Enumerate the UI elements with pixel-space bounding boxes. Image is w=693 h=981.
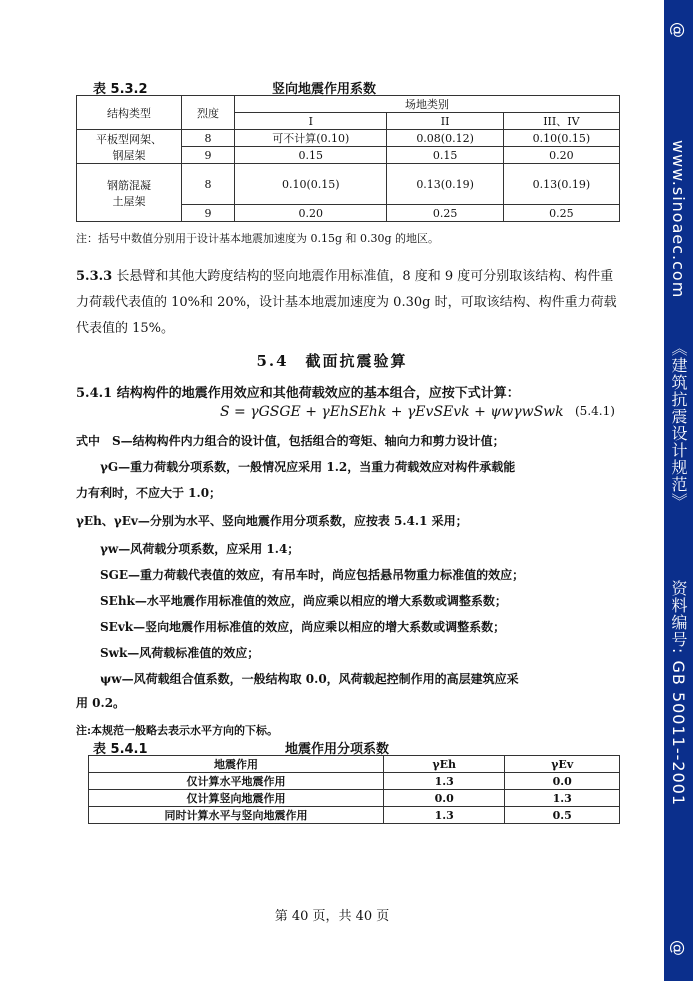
section-541-number: 5.4.1 (76, 386, 113, 401)
table-541 (88, 755, 620, 824)
cell: 0.10(0.15) (503, 130, 619, 147)
table-row (89, 773, 620, 790)
definition-line: γEh、γEv—分别为水平、竖向地震作用分项系数，应按表 5.4.1 采用； (76, 514, 468, 528)
row-label-concrete-truss: 钢筋混凝 土屋架 (77, 164, 182, 222)
header-structure-type: 结构类型 (77, 96, 182, 130)
cell: 8 (182, 130, 235, 147)
cell: 0.15 (235, 147, 387, 164)
definition-line: 用 0.2。 (76, 696, 126, 710)
header-site-category: 场地类别 (235, 96, 620, 113)
table-532-title: 竖向地震作用系数 (272, 82, 377, 97)
definition-line: SGE—重力荷载代表值的效应，有吊车时，尚应包括悬吊物重力标准值的效应； (76, 568, 525, 582)
table-541-number: 表 5.4.1 (93, 742, 148, 757)
cell: 0.5 (505, 807, 620, 824)
table-532-number: 表 5.3.2 (93, 82, 148, 97)
header-site-3: III、IV (503, 113, 619, 130)
definition-line: SEhk—水平地震作用标准值的效应，尚应乘以相应的增大系数或调整系数； (76, 594, 507, 608)
header-site-2: II (387, 113, 503, 130)
document-code: 资料编号: GB 50011--2001 (669, 580, 688, 807)
table-row (89, 807, 620, 824)
cell: 0.25 (387, 205, 503, 222)
cell: 0.20 (235, 205, 387, 222)
cell: 可不计算(0.10) (235, 130, 387, 147)
cell: 9 (182, 205, 235, 222)
header-seismic-action: 地震作用 (89, 756, 384, 773)
formula-541: S = γGSGE + γEhSEhk + γEvSEvk + ψwγwSwk (220, 404, 564, 420)
definition-line: SEvk—竖向地震作用标准值的效应，尚应乘以相应的增大系数或调整系数； (76, 620, 506, 634)
definition-line: 式中 S—结构构件内力组合的设计值，包括组合的弯矩、轴向力和剪力设计值； (76, 434, 505, 448)
cell: 1.3 (384, 807, 505, 824)
row-label-steel-truss: 平板型网架、 钢屋架 (77, 130, 182, 164)
page-footer: 第 40 页，共 40 页 (274, 909, 390, 924)
definition-line: γG—重力荷载分项系数，一般情况应采用 1.2，当重力荷载效应对构件承载能 (76, 460, 516, 474)
table-row (89, 790, 620, 807)
section-541-text: 结构构件的地震作用效应和其他荷载效应的基本组合，应按下式计算： (116, 386, 520, 401)
section-533-text: 长悬臂和其他大跨度结构的竖向地震作用标准值，8 度和 9 度可分别取该结构、构件重力荷载代表值的 10%和 20%，设计基本地震加速度为 0.30g 时，可取该结构、构件重力荷载代表值的 15%。 (76, 269, 617, 336)
definition-line: Swk—风荷载标准值的效应； (76, 646, 260, 660)
cell: 仅计算竖向地震作用 (89, 790, 384, 807)
at-icon-top: @ (669, 22, 688, 39)
sidebar (664, 0, 693, 981)
website-label: www.sinoaec.com (669, 140, 688, 299)
cell: 1.3 (384, 773, 505, 790)
cell: 0.15 (387, 147, 503, 164)
book-title: 《建筑抗震设计规范》 (669, 340, 688, 510)
definition-line: γw—风荷载分项系数，应采用 1.4； (76, 542, 300, 556)
header-site-1: I (235, 113, 387, 130)
section-541-note: 注:本规范一般略去表示水平方向的下标。 (76, 724, 279, 737)
table-row (77, 130, 620, 147)
formula-541-number: (5.4.1) (575, 404, 615, 418)
table-row (77, 164, 620, 205)
section-541-intro (76, 382, 520, 401)
table-541-title: 地震作用分项系数 (285, 742, 390, 757)
cell: 同时计算水平与竖向地震作用 (89, 807, 384, 824)
cell: 0.25 (503, 205, 619, 222)
cell: 0.0 (505, 773, 620, 790)
cell: 9 (182, 147, 235, 164)
table-532-note: 注：括号中数值分别用于设计基本地震加速度为 0.15g 和 0.30g 的地区。 (76, 232, 440, 245)
definition-line: ψw—风荷载组合值系数，一般结构取 0.0，风荷载起控制作用的高层建筑应采 (76, 672, 519, 686)
at-icon-bottom: @ (669, 940, 688, 957)
cell: 0.10(0.15) (235, 164, 387, 205)
cell: 0.13(0.19) (387, 164, 503, 205)
header-gamma-ev: γEv (505, 756, 620, 773)
cell: 0.20 (503, 147, 619, 164)
cell: 仅计算水平地震作用 (89, 773, 384, 790)
header-intensity: 烈度 (182, 96, 235, 130)
table-532 (76, 95, 620, 222)
cell: 0.08(0.12) (387, 130, 503, 147)
section-54-heading: 5.4 截面抗震验算 (256, 352, 408, 370)
section-533-number: 5.3.3 (76, 269, 113, 284)
header-gamma-eh: γEh (384, 756, 505, 773)
section-533-paragraph (76, 264, 620, 342)
cell: 1.3 (505, 790, 620, 807)
definition-line: 力有利时，不应大于 1.0； (76, 486, 222, 500)
cell: 8 (182, 164, 235, 205)
cell: 0.13(0.19) (503, 164, 619, 205)
cell: 0.0 (384, 790, 505, 807)
